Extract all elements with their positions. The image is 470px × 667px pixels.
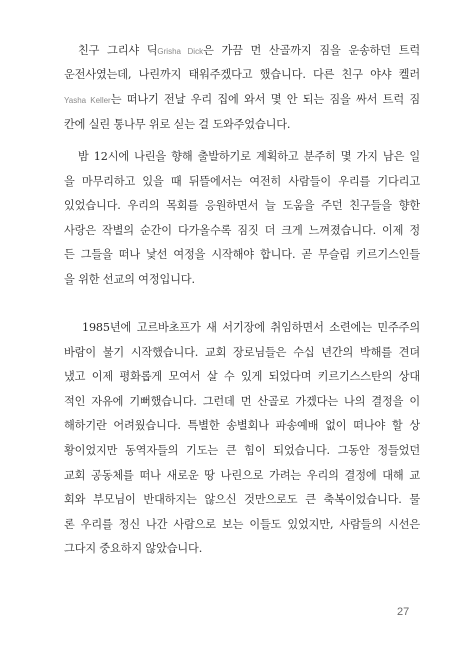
paragraph-3-line: 1985년에 고르바초프가 새 서기장에 취임하면서 소련에는 민주주의: [82, 321, 420, 334]
paragraph-3-line: 그다지 중요하지 않았습니다.: [64, 542, 203, 555]
paragraph-3-line: 적인 자유에 기뻐했습니다. 그런데 먼 산골로 가겠다는 나의 결정을 이: [64, 395, 420, 408]
paragraph-2-line: 을 위한 선교의 여정입니다.: [64, 273, 195, 286]
paragraph-3-line: 해하기란 어려웠습니다. 특별한 송별회나 파송예배 없이 떠나야 할 상: [64, 419, 420, 432]
paragraph-1-line-2: 운전사였는데, 나린까지 태워주겠다고 했습니다. 다른 친구 야샤 켈러: [64, 68, 420, 81]
paragraph-1-line-1: [64, 44, 420, 59]
paragraph-3-line: 론 우리를 정신 나간 사람으로 보는 이들도 있었지만, 사람들의 시선은: [64, 518, 420, 531]
name-grisha-dick: Grisha Dick: [157, 47, 204, 56]
paragraph-2-line: 을 마무리하고 있을 때 뒤뜰에서는 여전히 사람들이 우리를 기다리고: [64, 175, 420, 188]
paragraph-3-line: 바람이 불기 시작했습니다. 교회 장로님들은 수십 년간의 박해를 견뎌: [64, 346, 420, 359]
paragraph-2-line: 밤 12시에 나린을 향해 출발하기로 계획하고 분주히 몇 가지 남은 일: [78, 150, 420, 163]
paragraph-1-line-4: 칸에 실린 통나무 위로 싣는 걸 도와주었습니다.: [64, 118, 291, 131]
name-yasha-keller: Yasha Keller: [64, 96, 111, 105]
paragraph-3-line: 냈고 이제 평화롭게 모여서 살 수 있게 되었다며 키르기스스탄의 상대: [64, 370, 420, 383]
paragraph-2-line: 사랑은 작별의 순간이 다가올수록 짐짓 더 크게 느껴졌습니다. 이제 정: [64, 224, 420, 237]
page-number: 27: [397, 606, 410, 618]
paragraph-2-line: 있었습니다. 우리의 목회를 응원하면서 늘 도움을 주던 친구들을 향한: [64, 199, 420, 212]
paragraph-2-line: 든 그들을 떠나 낯선 여정을 시작해야 합니다. 곧 무슬림 키르기스인들: [64, 248, 420, 261]
text-segment: 는 떠나기 전날 우리 집에 와서 몇 안 되는 짐을 싸서 트럭 짐: [110, 93, 420, 106]
text-segment: 은 가끔 먼 산골까지 짐을 운송하던 트럭: [203, 44, 420, 57]
paragraph-3-line: 교회 공동체를 떠나 새로운 땅 나린으로 가려는 우리의 결정에 대해 교: [64, 469, 420, 482]
text-segment: 친구 그리샤 딕: [78, 44, 158, 57]
paragraph-3-line: 황이었지만 동역자들의 기도는 큰 힘이 되었습니다. 그동안 정들었던: [64, 444, 420, 457]
paragraph-1-line-3: [64, 93, 420, 108]
paragraph-3-line: 회와 부모님이 반대하지는 않으신 것만으로도 큰 축복이었습니다. 물: [64, 493, 420, 506]
